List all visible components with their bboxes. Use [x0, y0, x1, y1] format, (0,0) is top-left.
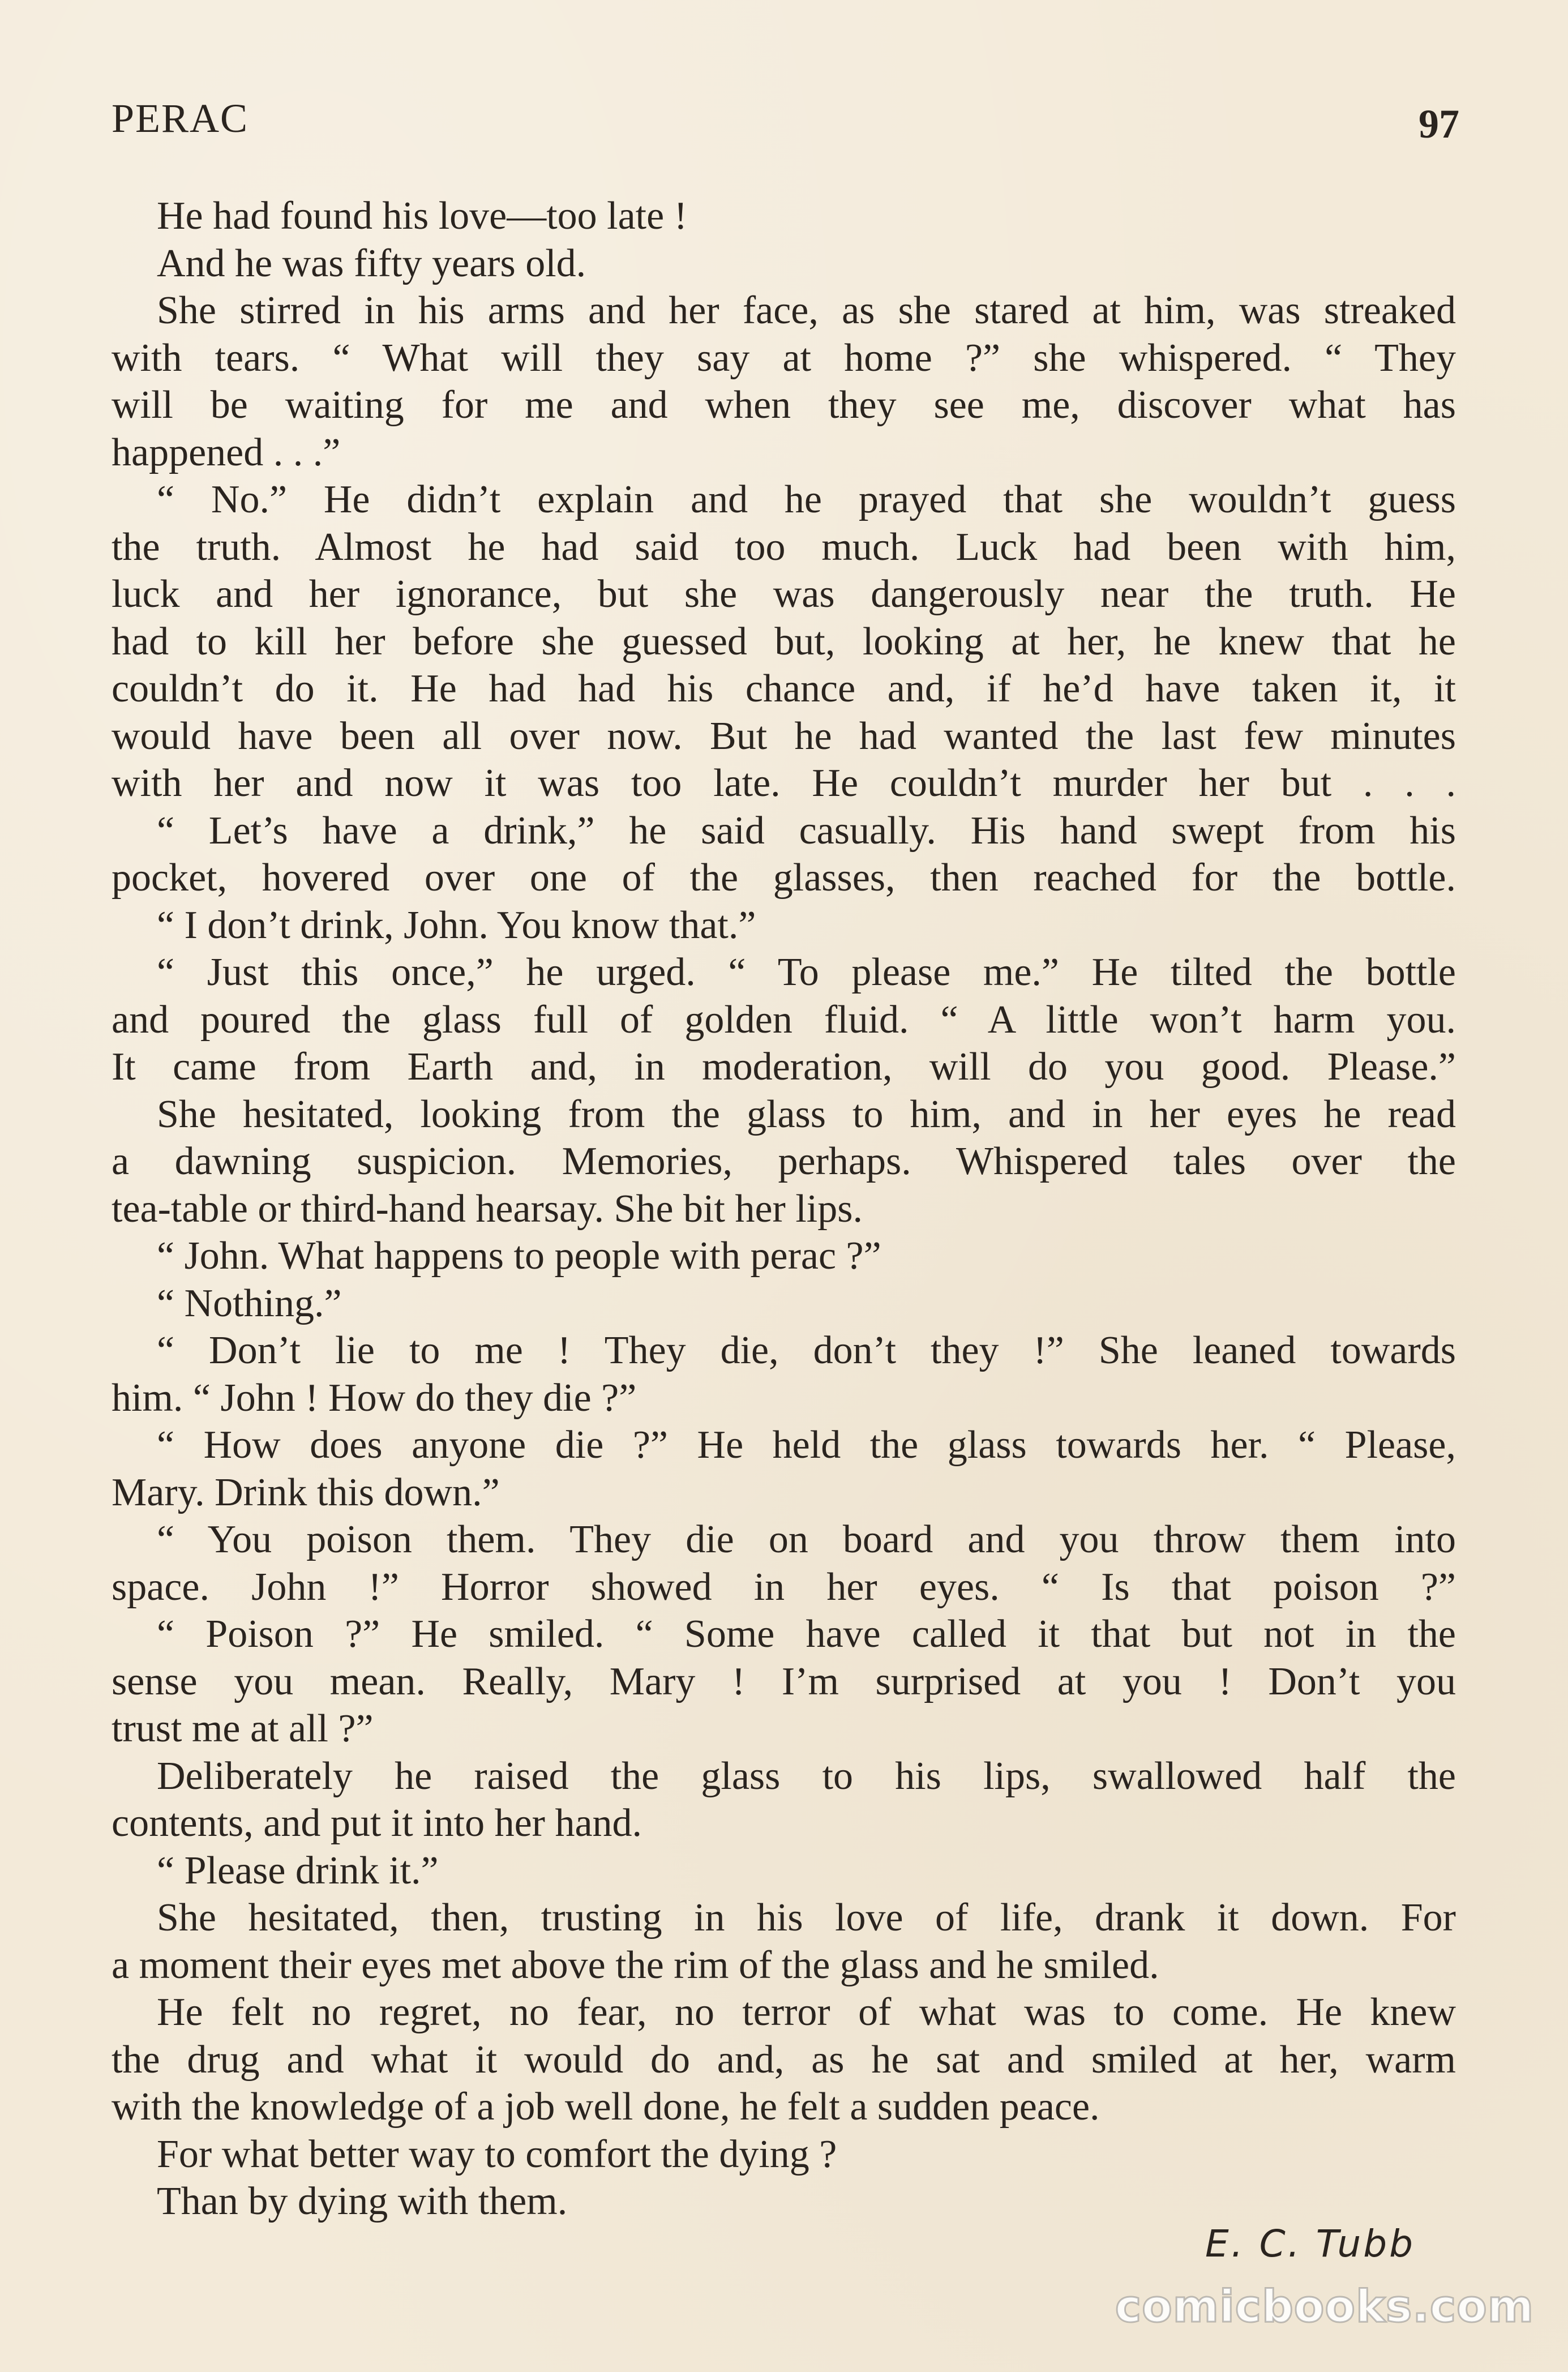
text-line: “ I don’t drink, John. You know that.” — [157, 903, 756, 947]
text-line: tea-table or third-hand hearsay. She bit her lips. — [112, 1187, 863, 1231]
text-line: She hesitated, then, trusting in his love of life, drank it down. For — [157, 1896, 1456, 1939]
text-line: Deliberately he raised the glass to his lips, swallowed half the — [157, 1754, 1456, 1798]
text-line: Mary. Drink this down.” — [112, 1470, 500, 1514]
text-line: She stirred in his arms and her face, as she stared at him, was streaked — [157, 289, 1456, 332]
text-line: him. “ John ! How do they die ?” — [112, 1376, 637, 1420]
text-line: the truth. Almost he had said too much. Luck had been with him, — [112, 525, 1456, 569]
text-line: pocket, hovered over one of the glasses, then reached for the bottle. — [112, 856, 1456, 900]
text-line: trust me at all ?” — [112, 1707, 374, 1750]
story-text — [112, 192, 1456, 2225]
watermark: comicbooks.com — [1115, 2281, 1534, 2332]
text-line: “ Just this once,” he urged. “ To please me.” He tilted the bottle — [157, 950, 1456, 994]
text-line: sense you mean. Really, Mary ! I’m surprised at you ! Don’t you — [112, 1659, 1456, 1703]
text-line: “ Poison ?” He smiled. “ Some have called it that but not in the — [157, 1612, 1456, 1656]
text-line: and poured the glass full of golden fluid. “ A little won’t harm you. — [112, 997, 1456, 1042]
text-line: a moment their eyes met above the rim of the glass and he smiled. — [112, 1943, 1159, 1987]
text-line: a dawning suspicion. Memories, perhaps. Whispered tales over the — [112, 1140, 1456, 1183]
text-line: happened . . .” — [112, 430, 341, 474]
text-line: For what better way to comfort the dying ? — [157, 2132, 837, 2176]
text-line: luck and her ignorance, but she was dangerously near the truth. He — [112, 572, 1456, 616]
text-line: couldn’t do it. He had had his chance and, if he’d have taken it, it — [112, 667, 1456, 710]
text-line: Than by dying with them. — [157, 2180, 568, 2223]
text-line: had to kill her before she guessed but, looking at her, he knew that he — [112, 619, 1456, 663]
text-line: “ You poison them. They die on board and you throw them into — [157, 1518, 1456, 1561]
text-line: “ Don’t lie to me ! They die, don’t they !” She leaned towards — [157, 1329, 1456, 1372]
text-line: with tears. “ What will they say at home ?” she whispered. “ They — [112, 336, 1456, 380]
text-line: He felt no regret, no fear, no terror of what was to come. He knew — [157, 1990, 1456, 2034]
text-line: “ Nothing.” — [157, 1281, 342, 1325]
text-line: with the knowledge of a job well done, he felt a sudden peace. — [112, 2085, 1100, 2129]
text-line: She hesitated, looking from the glass to him, and in her eyes he read — [157, 1092, 1456, 1136]
text-line: with her and now it was too late. He couldn’t murder her but . . . — [112, 761, 1456, 805]
text-line: space. John !” Horror showed in her eyes. “ Is that poison ?” — [112, 1565, 1456, 1609]
text-line: “ John. What happens to people with perac ?” — [157, 1234, 881, 1278]
text-line: It came from Earth and, in moderation, will do you good. Please.” — [112, 1045, 1456, 1089]
text-line: He had found his love—too late ! — [157, 194, 688, 238]
text-line: “ How does anyone die ?” He held the glass towards her. “ Please, — [157, 1423, 1456, 1467]
running-head: PERAC — [112, 96, 249, 141]
page-number: 97 — [1419, 101, 1459, 147]
text-line: “ Let’s have a drink,” he said casually. His hand swept from his — [157, 808, 1456, 853]
text-line: “ Please drink it.” — [157, 1848, 439, 1893]
author-signature: E. C. Tubb — [1205, 2222, 1415, 2266]
text-line: will be waiting for me and when they see me, discover what has — [112, 383, 1456, 427]
text-line: And he was fifty years old. — [157, 241, 586, 285]
text-line: the drug and what it would do and, as he sat and smiled at her, warm — [112, 2037, 1456, 2082]
text-line: would have been all over now. But he had wanted the last few minutes — [112, 714, 1456, 758]
text-line: contents, and put it into her hand. — [112, 1801, 642, 1845]
page-header — [112, 95, 1459, 157]
text-line: “ No.” He didn’t explain and he prayed that she wouldn’t guess — [157, 478, 1456, 521]
